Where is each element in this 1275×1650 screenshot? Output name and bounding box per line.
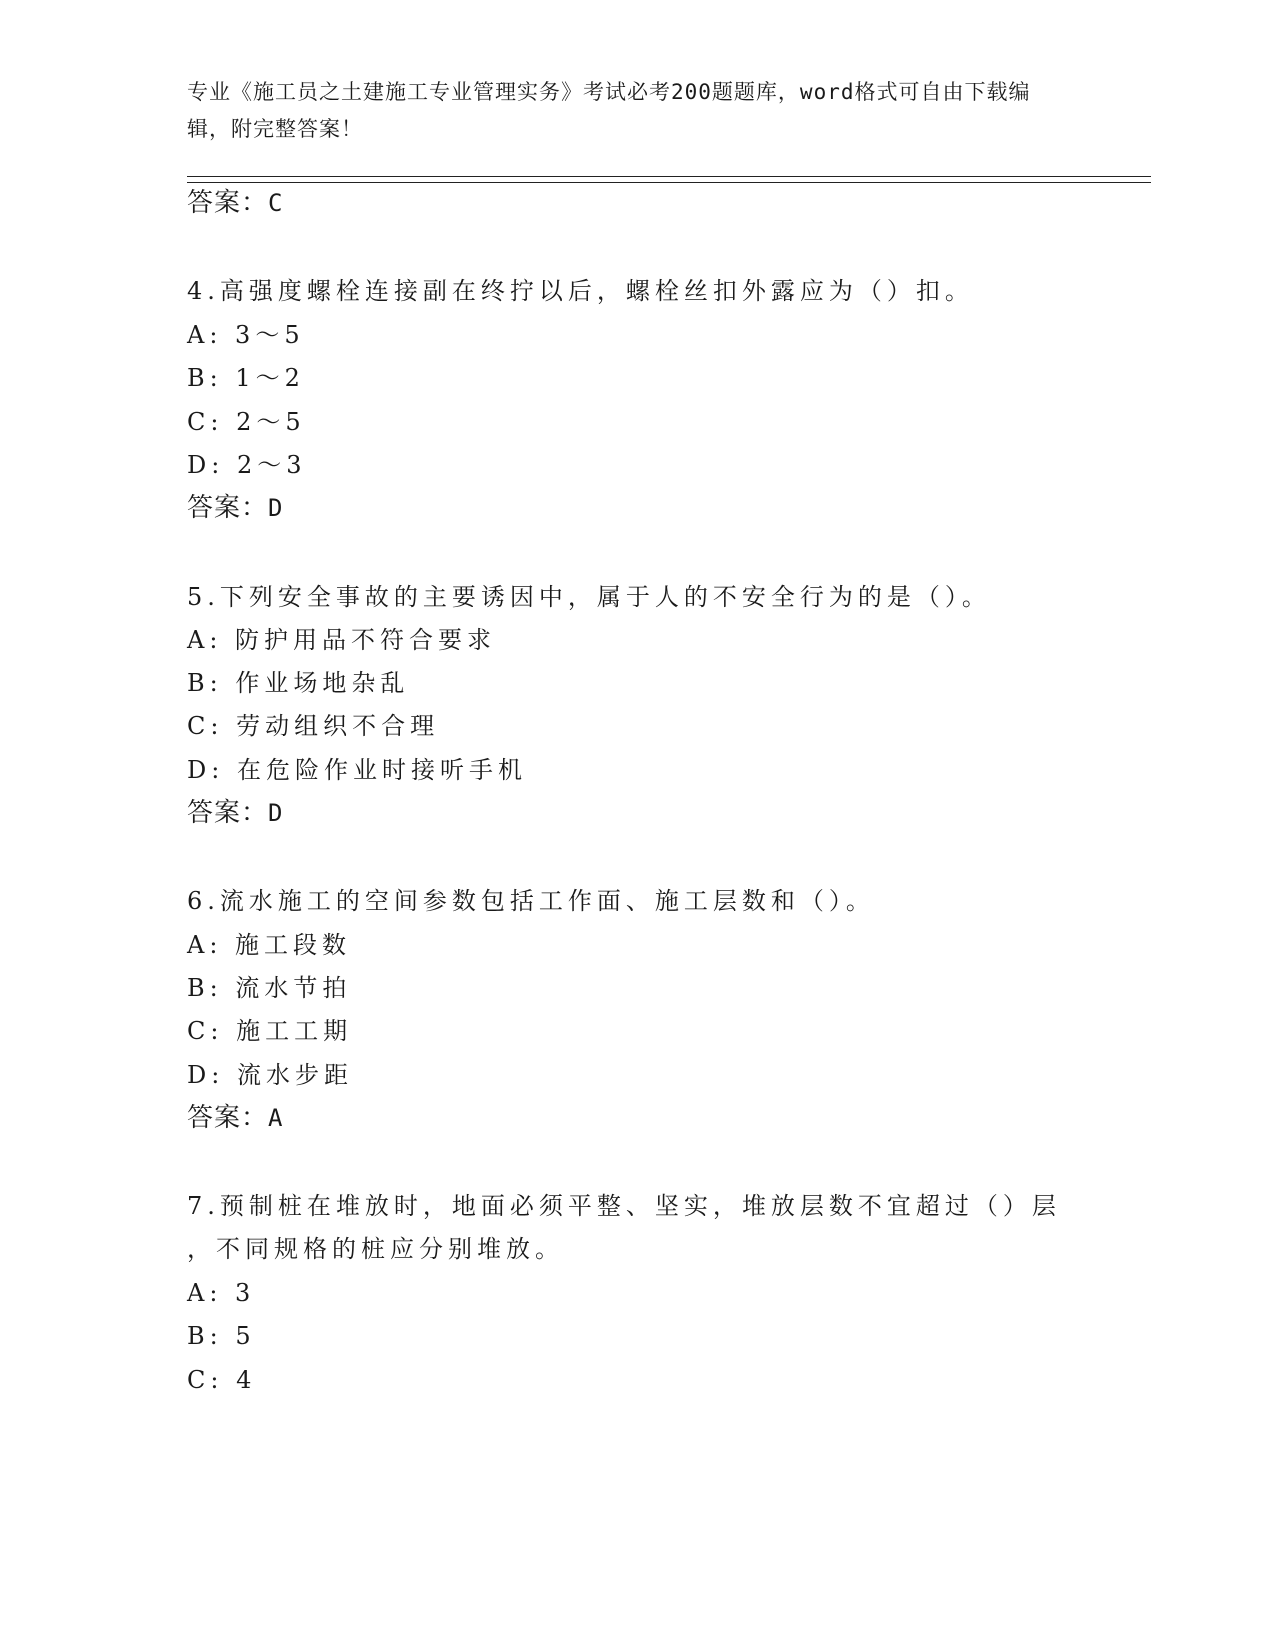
answer-letter: D	[268, 494, 284, 522]
answer-label: 答案：	[187, 188, 269, 218]
option-7a: A: 3	[187, 1279, 256, 1307]
option-5d: D: 在危险作业时接听手机	[187, 756, 527, 784]
question-4: 4.高强度螺栓连接副在终拧以后，螺栓丝扣外露应为（）扣。	[187, 277, 974, 305]
header-divider-bottom	[187, 182, 1151, 183]
question-7-line2: ，不同规格的桩应分别堆放。	[187, 1235, 564, 1263]
option-6a: A: 施工段数	[187, 931, 352, 959]
answer-3	[187, 188, 283, 218]
document-header: 专业《施工员之土建施工专业管理实务》考试必考200题题库，word格式可自由下载编辑，附完整答案！	[187, 80, 1031, 141]
answer-letter: A	[268, 1104, 284, 1132]
answer-label: 答案：	[187, 798, 269, 828]
option-5b: B: 作业场地杂乱	[187, 669, 410, 697]
option-7c: C: 4	[187, 1366, 257, 1394]
question-7-line1: 7.预制桩在堆放时，地面必须平整、坚实，堆放层数不宜超过（）层	[187, 1192, 1061, 1220]
option-6d: D: 流水步距	[187, 1061, 353, 1089]
answer-4	[187, 493, 283, 523]
option-7b: B: 5	[187, 1322, 256, 1350]
question-5: 5.下列安全事故的主要诱因中，属于人的不安全行为的是（）。	[187, 583, 991, 611]
answer-6	[187, 1103, 283, 1133]
question-6: 6.流水施工的空间参数包括工作面、施工层数和（）。	[187, 887, 875, 915]
option-4a: A: 3～5	[187, 321, 305, 349]
option-6c: C: 施工工期	[187, 1017, 353, 1045]
answer-letter: C	[268, 189, 284, 217]
option-6b: B: 流水节拍	[187, 974, 352, 1002]
answer-label: 答案：	[187, 493, 269, 523]
option-5c: C: 劳动组织不合理	[187, 712, 440, 740]
option-4b: B: 1～2	[187, 364, 305, 392]
option-4d: D: 2～3	[187, 451, 307, 479]
answer-letter: D	[268, 799, 284, 827]
option-5a: A: 防护用品不符合要求	[187, 626, 497, 654]
answer-label: 答案：	[187, 1103, 269, 1133]
header-divider-top	[187, 176, 1151, 177]
option-4c: C: 2～5	[187, 408, 306, 436]
answer-5	[187, 798, 283, 828]
